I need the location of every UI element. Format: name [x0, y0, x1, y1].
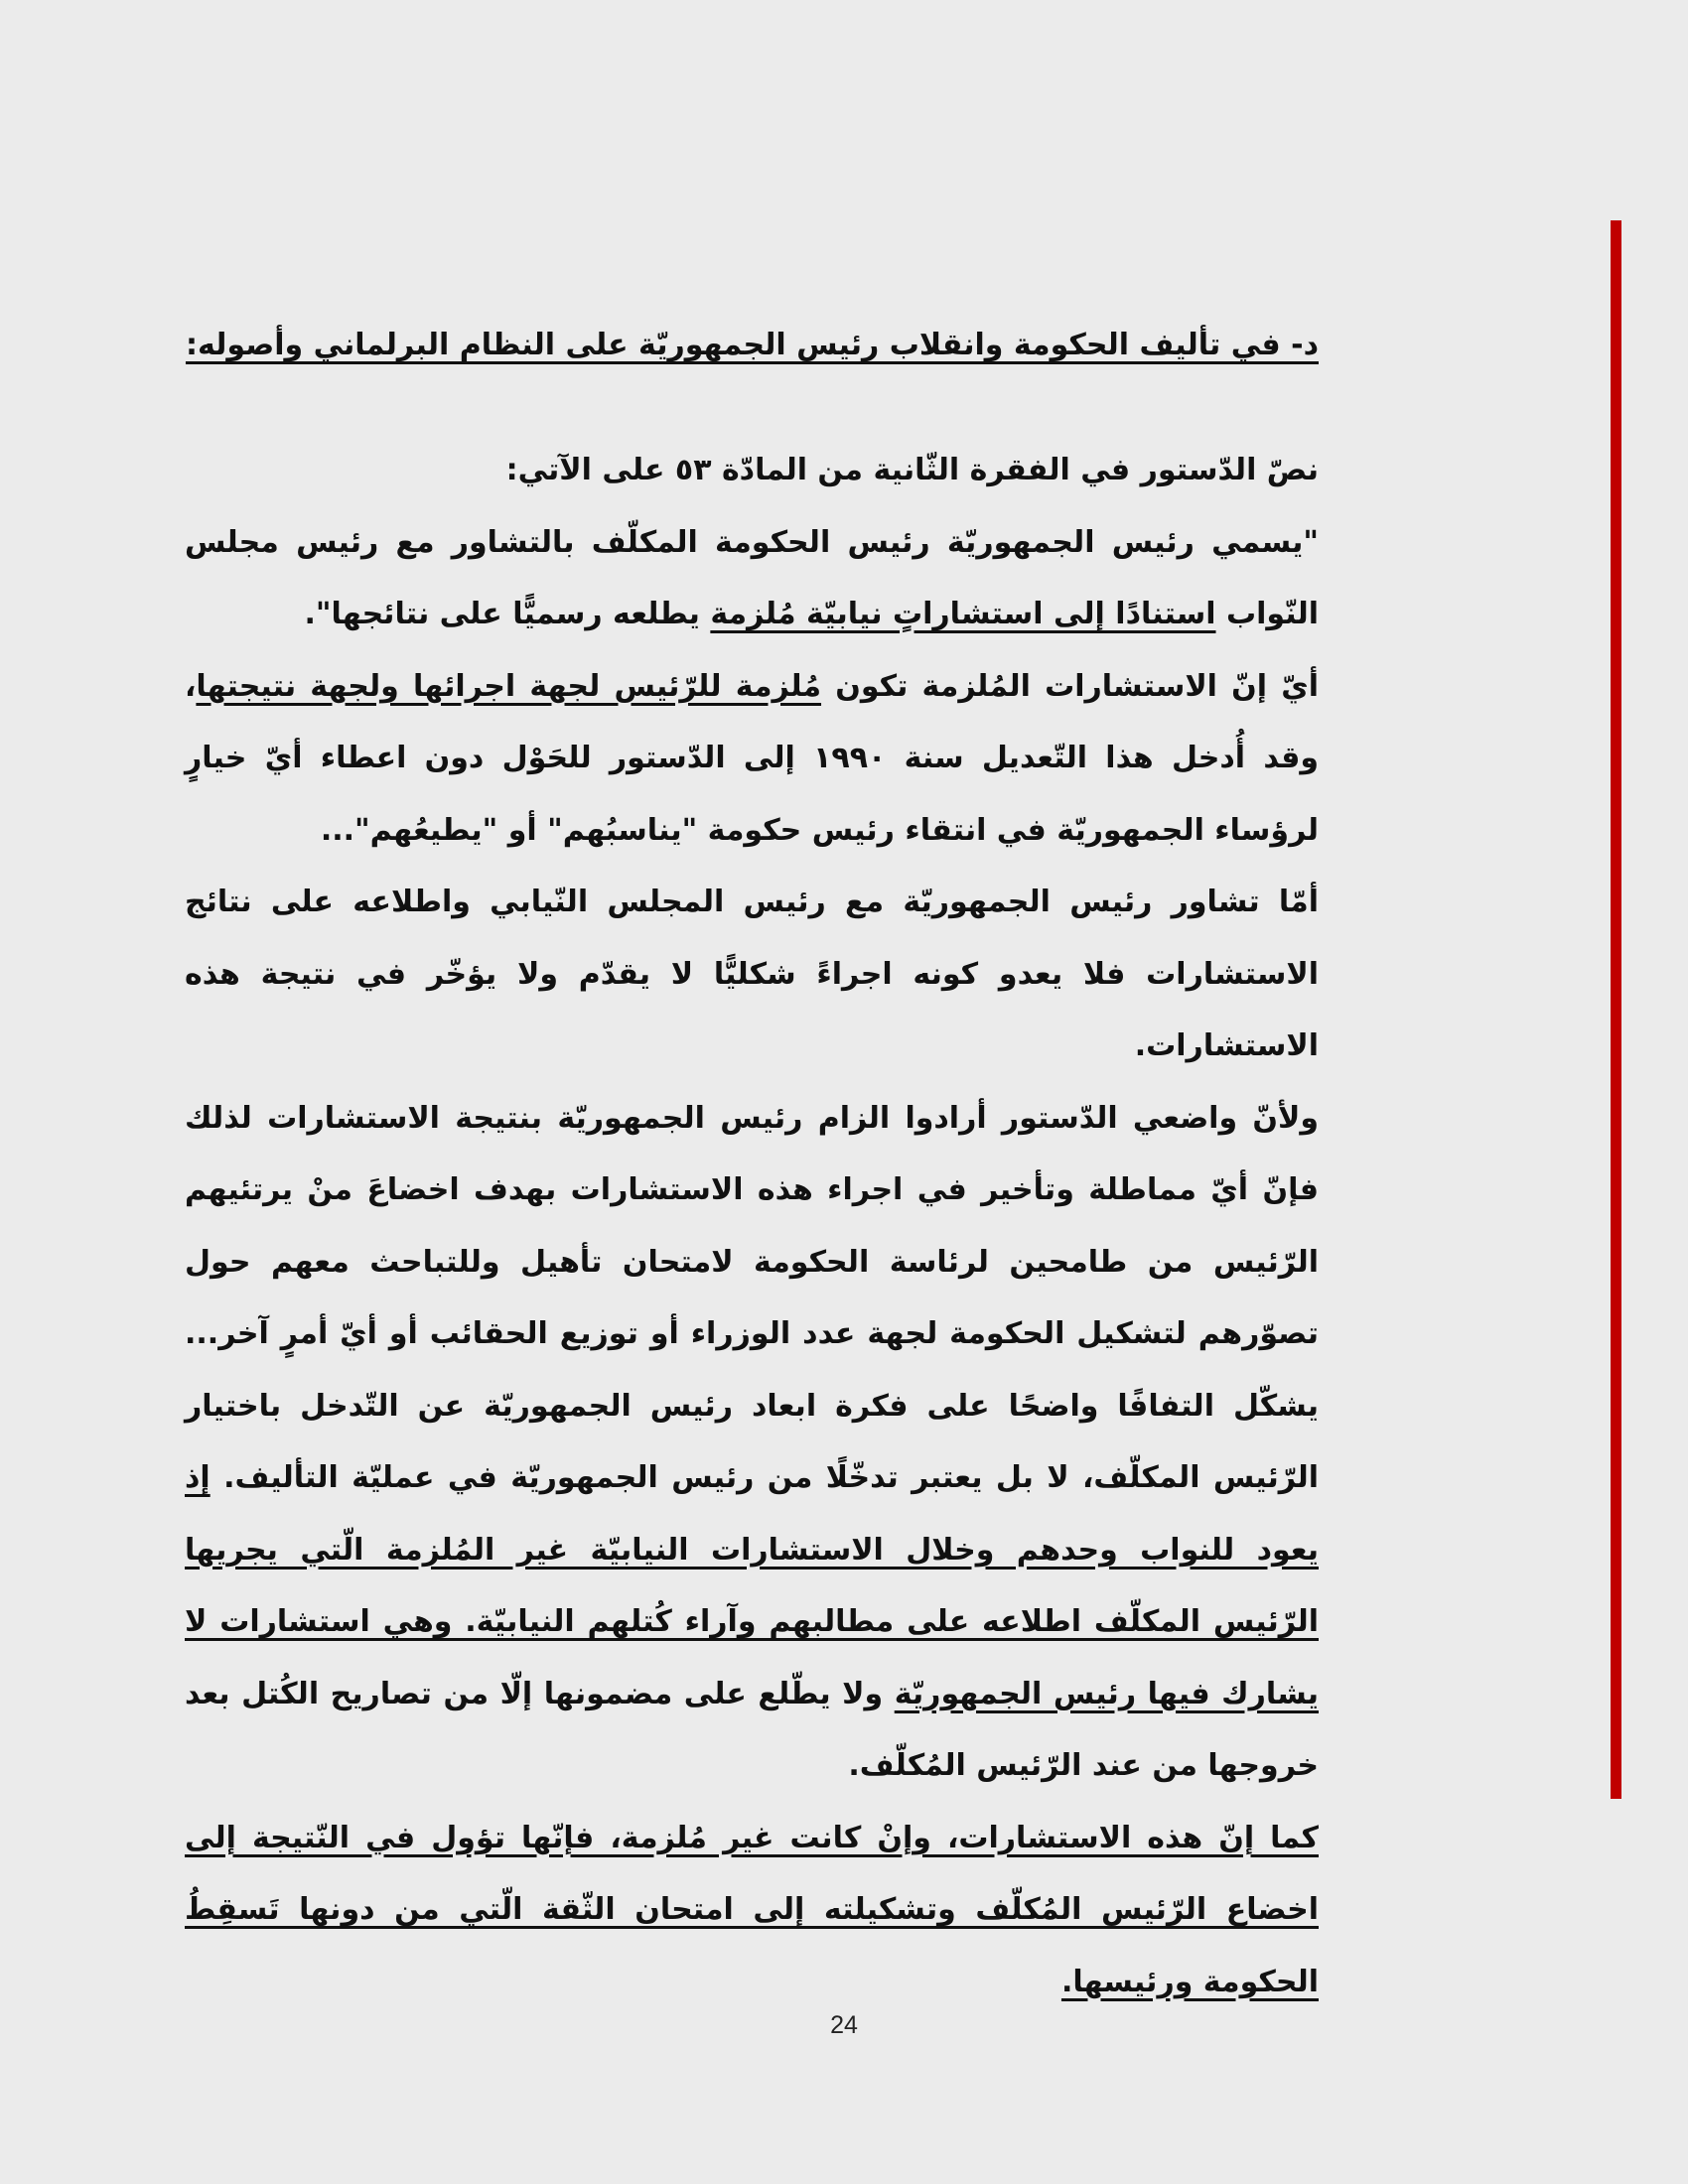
body-paragraph: [185, 435, 1319, 507]
body-paragraph: [185, 1803, 1319, 2019]
text-segment: أمّا تشاور رئيس الجمهوريّة مع رئيس المجلس النّيابي واطلاعه على نتائج الاستشارات فلا يعدو كونه اجراءً شكليًّا لا يقدّم ولا يؤخّر في نتيجة هذه الاستشارات.: [185, 885, 1319, 1063]
text-segment: أيّ إنّ الاستشارات المُلزمة تكون: [821, 668, 1320, 704]
red-margin-bar: [1611, 220, 1621, 1799]
underlined-text-segment: كما إنّ هذه الاستشارات، وإنْ كانت غير مُلزمة، فإنّها تؤول في النّتيجة إلى اخضاع الرّئيس المُكلّف وتشكيلته إلى امتحان الثّقة الّتي من دونها تَسقِطُ الحكومة ورئيسها.: [185, 1820, 1319, 1999]
text-segment: "يسمي رئيس الجمهوريّة رئيس الحكومة المكلّف بالتشاور مع رئيس مجلس النّواب: [185, 524, 1319, 631]
body-paragraph: [185, 1083, 1319, 1803]
body-paragraph: [185, 651, 1319, 868]
text-segment: ولا يطّلع على مضمونها إلّا من تصاريح الكُتل بعد خروجها من عند الرّئيس المُكلّف.: [185, 1676, 1319, 1783]
text-segment: يطلعه رسميًّا على نتائجها".: [304, 597, 711, 631]
underlined-text-segment: استنادًا إلى استشاراتٍ نيابيّة مُلزمة: [710, 597, 1216, 631]
paragraph-list: [185, 435, 1319, 2018]
body-paragraph: [185, 867, 1319, 1083]
underlined-text-segment: إذ يعود للنواب وحدهم وخلال الاستشارات النيابيّة غير المُلزمة الّتي يجريها الرّئيس المكلّف اطلاعه على مطالبهم وآراء كُتلهم النيابيّة. وهي استشارات لا يشارك فيها رئيس الجمهوريّة: [185, 1460, 1319, 1711]
body-paragraph: [185, 507, 1319, 651]
page-number: 24: [830, 2011, 858, 2039]
underlined-text-segment: مُلزمة للرّئيس لجهة اجرائها ولجهة نتيجتها: [196, 668, 822, 704]
section-heading: د- في تأليف الحكومة وانقلاب رئيس الجمهوريّة على النظام البرلماني وأصوله:: [185, 328, 1319, 362]
document-body: [185, 316, 1319, 2018]
text-segment: نصّ الدّستور في الفقرة الثّانية من المادّة ٥٣ على الآتي:: [505, 453, 1319, 487]
text-segment: ولأنّ واضعي الدّستور أرادوا الزام رئيس الجمهوريّة بنتيجة الاستشارات لذلك فإنّ أيّ مماطلة وتأخير في اجراء هذه الاستشارات بهدف اخضاعَ منْ يرتئيهم الرّئيس من طامحين لرئاسة الحكومة لامتحان تأهيل وللتباحث معهم حول تصوّرهم لتشكيل الحكومة لجهة عدد الوزراء أو توزيع الحقائب أو أيّ أمرٍ آخر... يشكّل التفافًا واضحًا على فكرة ابعاد رئيس الجمهوريّة عن التّدخل باختيار الرّئيس المكلّف، لا بل يعتبر تدخّلًا من رئيس الجمهوريّة في عمليّة التأليف.: [185, 1100, 1319, 1495]
text-segment: ، وقد أُدخل هذا التّعديل سنة ١٩٩٠ إلى الدّستور للحَوْل دون اعطاء أيّ خيارٍ لرؤساء الجمهوريّة في انتقاء رئيس حكومة "يناسبُهم" أو "يطيعُهم"...: [185, 668, 1320, 848]
